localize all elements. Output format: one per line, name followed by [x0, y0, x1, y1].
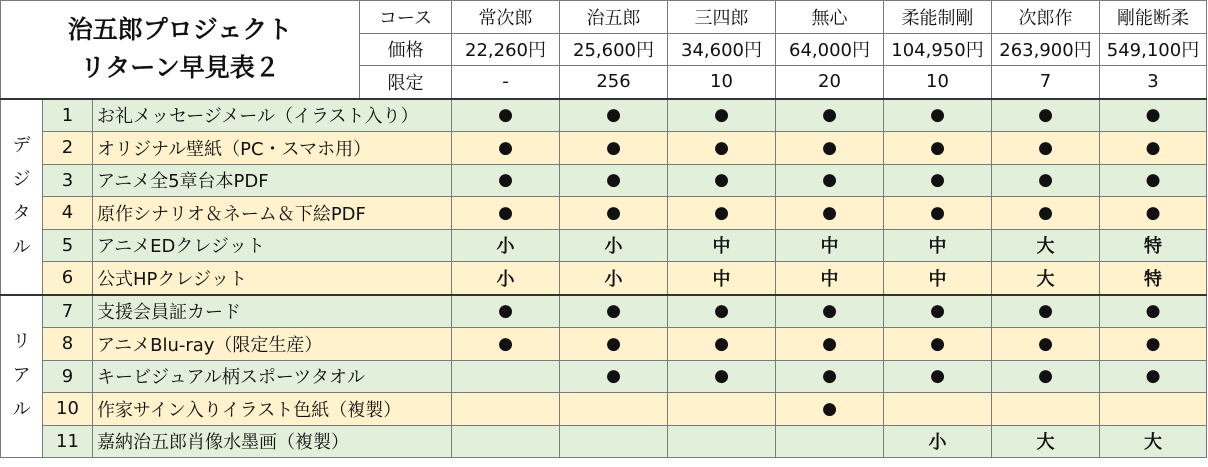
included-mark: ●	[1100, 197, 1207, 230]
included-mark: ●	[668, 295, 776, 328]
reward-cell: 中	[884, 262, 992, 295]
included-mark: ●	[884, 328, 992, 361]
course-name: 無心	[776, 1, 884, 34]
included-mark: ●	[1100, 295, 1207, 328]
included-mark: ●	[776, 132, 884, 165]
course-limit: 7	[992, 66, 1100, 99]
course-name: 剛能断柔	[1100, 1, 1207, 34]
included-mark: ●	[560, 132, 668, 165]
category-char: ル	[12, 236, 31, 258]
row-number: 6	[43, 262, 93, 295]
table-row	[1, 229, 1207, 262]
reward-cell	[884, 393, 992, 426]
included-mark: ●	[1100, 132, 1207, 165]
included-mark: ●	[1100, 328, 1207, 361]
included-mark: ●	[1100, 360, 1207, 393]
included-mark: ●	[884, 99, 992, 132]
included-mark: ●	[560, 164, 668, 197]
course-price: 549,100円	[1100, 33, 1207, 66]
reward-cell: 小	[560, 262, 668, 295]
reward-cell	[668, 425, 776, 458]
included-mark: ●	[776, 197, 884, 230]
included-mark: ●	[776, 99, 884, 132]
table-row	[1, 328, 1207, 361]
included-mark: ●	[884, 295, 992, 328]
row-number: 1	[43, 99, 93, 132]
course-limit: 10	[668, 66, 776, 99]
reward-name: 嘉納治五郎肖像水墨画（複製）	[93, 425, 452, 458]
row-number: 2	[43, 132, 93, 165]
course-price: 104,950円	[884, 33, 992, 66]
reward-cell	[668, 393, 776, 426]
table-row	[1, 197, 1207, 230]
category-label	[1, 99, 43, 295]
reward-cell	[1100, 393, 1207, 426]
included-mark: ●	[1100, 99, 1207, 132]
header-label-price: 価格	[360, 33, 452, 66]
included-mark: ●	[560, 295, 668, 328]
header-label-limit: 限定	[360, 66, 452, 99]
table-row	[1, 425, 1207, 458]
reward-cell: 大	[1100, 425, 1207, 458]
category-char: リ	[12, 331, 31, 353]
reward-cell: 中	[776, 262, 884, 295]
included-mark: ●	[560, 360, 668, 393]
reward-cell: 特	[1100, 229, 1207, 262]
reward-cell: 大	[992, 229, 1100, 262]
reward-cell: 中	[668, 262, 776, 295]
table-row	[1, 132, 1207, 165]
included-mark: ●	[452, 295, 560, 328]
reward-cell	[560, 425, 668, 458]
row-number: 4	[43, 197, 93, 230]
reward-cell	[560, 393, 668, 426]
course-name: 治五郎	[560, 1, 668, 34]
reward-cell: 大	[992, 425, 1100, 458]
included-mark: ●	[1100, 164, 1207, 197]
included-mark: ●	[560, 328, 668, 361]
included-mark: ●	[776, 328, 884, 361]
table-row	[1, 295, 1207, 328]
included-mark: ●	[668, 164, 776, 197]
category-char: ル	[12, 399, 31, 421]
course-name: 次郎作	[992, 1, 1100, 34]
category-char: ア	[12, 365, 31, 387]
table-row	[1, 393, 1207, 426]
course-price: 263,900円	[992, 33, 1100, 66]
included-mark: ●	[884, 164, 992, 197]
included-mark: ●	[668, 360, 776, 393]
reward-cell	[452, 360, 560, 393]
category-label	[1, 295, 43, 458]
course-name: 常次郎	[452, 1, 560, 34]
table-row	[1, 164, 1207, 197]
included-mark: ●	[776, 393, 884, 426]
included-mark: ●	[884, 197, 992, 230]
included-mark: ●	[560, 197, 668, 230]
row-number: 5	[43, 229, 93, 262]
reward-cell	[776, 425, 884, 458]
reward-name: 原作シナリオ＆ネーム＆下絵PDF	[93, 197, 452, 230]
included-mark: ●	[668, 132, 776, 165]
category-char: ジ	[12, 168, 31, 190]
included-mark: ●	[776, 360, 884, 393]
course-price: 34,600円	[668, 33, 776, 66]
row-number: 9	[43, 360, 93, 393]
reward-name: キービジュアル柄スポーツタオル	[93, 360, 452, 393]
included-mark: ●	[452, 197, 560, 230]
reward-cell: 中	[776, 229, 884, 262]
included-mark: ●	[992, 197, 1100, 230]
included-mark: ●	[992, 360, 1100, 393]
reward-name: 作家サイン入りイラスト色紙（複製）	[93, 393, 452, 426]
category-char: タ	[12, 202, 31, 224]
included-mark: ●	[884, 360, 992, 393]
table-title	[1, 1, 360, 99]
row-number: 8	[43, 328, 93, 361]
row-number: 3	[43, 164, 93, 197]
included-mark: ●	[992, 99, 1100, 132]
reward-cell	[452, 393, 560, 426]
reward-cell: 中	[668, 229, 776, 262]
reward-cell: 大	[992, 262, 1100, 295]
course-limit: 20	[776, 66, 884, 99]
course-name: 柔能制剛	[884, 1, 992, 34]
reward-cell: 小	[884, 425, 992, 458]
reward-cell: 小	[452, 262, 560, 295]
reward-name: お礼メッセージメール（イラスト入り）	[93, 99, 452, 132]
course-limit: 256	[560, 66, 668, 99]
included-mark: ●	[776, 295, 884, 328]
reward-name: 支援会員証カード	[93, 295, 452, 328]
reward-name: アニメBlu-ray（限定生産）	[93, 328, 452, 361]
included-mark: ●	[992, 295, 1100, 328]
course-price: 64,000円	[776, 33, 884, 66]
included-mark: ●	[452, 99, 560, 132]
reward-name: アニメ全5章台本PDF	[93, 164, 452, 197]
reward-name: 公式HPクレジット	[93, 262, 452, 295]
included-mark: ●	[452, 328, 560, 361]
table-row	[1, 360, 1207, 393]
course-limit: 10	[884, 66, 992, 99]
included-mark: ●	[452, 164, 560, 197]
reward-cell: 小	[560, 229, 668, 262]
included-mark: ●	[668, 197, 776, 230]
row-number: 11	[43, 425, 93, 458]
table-row	[1, 99, 1207, 132]
included-mark: ●	[884, 132, 992, 165]
title-line-1: 治五郎プロジェクト	[67, 15, 293, 45]
reward-cell	[992, 393, 1100, 426]
reward-cell: 中	[884, 229, 992, 262]
included-mark: ●	[452, 132, 560, 165]
reward-name: オリジナル壁紙（PC・スマホ用）	[93, 132, 452, 165]
included-mark: ●	[668, 99, 776, 132]
row-number: 7	[43, 295, 93, 328]
course-price: 25,600円	[560, 33, 668, 66]
title-line-2: リターン早見表２	[80, 53, 280, 83]
header-row-course	[1, 1, 1207, 34]
included-mark: ●	[992, 132, 1100, 165]
table-row	[1, 262, 1207, 295]
reward-name: アニメEDクレジット	[93, 229, 452, 262]
included-mark: ●	[776, 164, 884, 197]
category-char: デ	[12, 134, 31, 156]
row-number: 10	[43, 393, 93, 426]
course-limit: 3	[1100, 66, 1207, 99]
reward-cell: 小	[452, 229, 560, 262]
header-label-course: コース	[360, 1, 452, 34]
course-name: 三四郎	[668, 1, 776, 34]
reward-cell	[452, 425, 560, 458]
course-limit: -	[452, 66, 560, 99]
reward-cell: 特	[1100, 262, 1207, 295]
included-mark: ●	[992, 164, 1100, 197]
included-mark: ●	[992, 328, 1100, 361]
included-mark: ●	[560, 99, 668, 132]
course-price: 22,260円	[452, 33, 560, 66]
included-mark: ●	[668, 328, 776, 361]
